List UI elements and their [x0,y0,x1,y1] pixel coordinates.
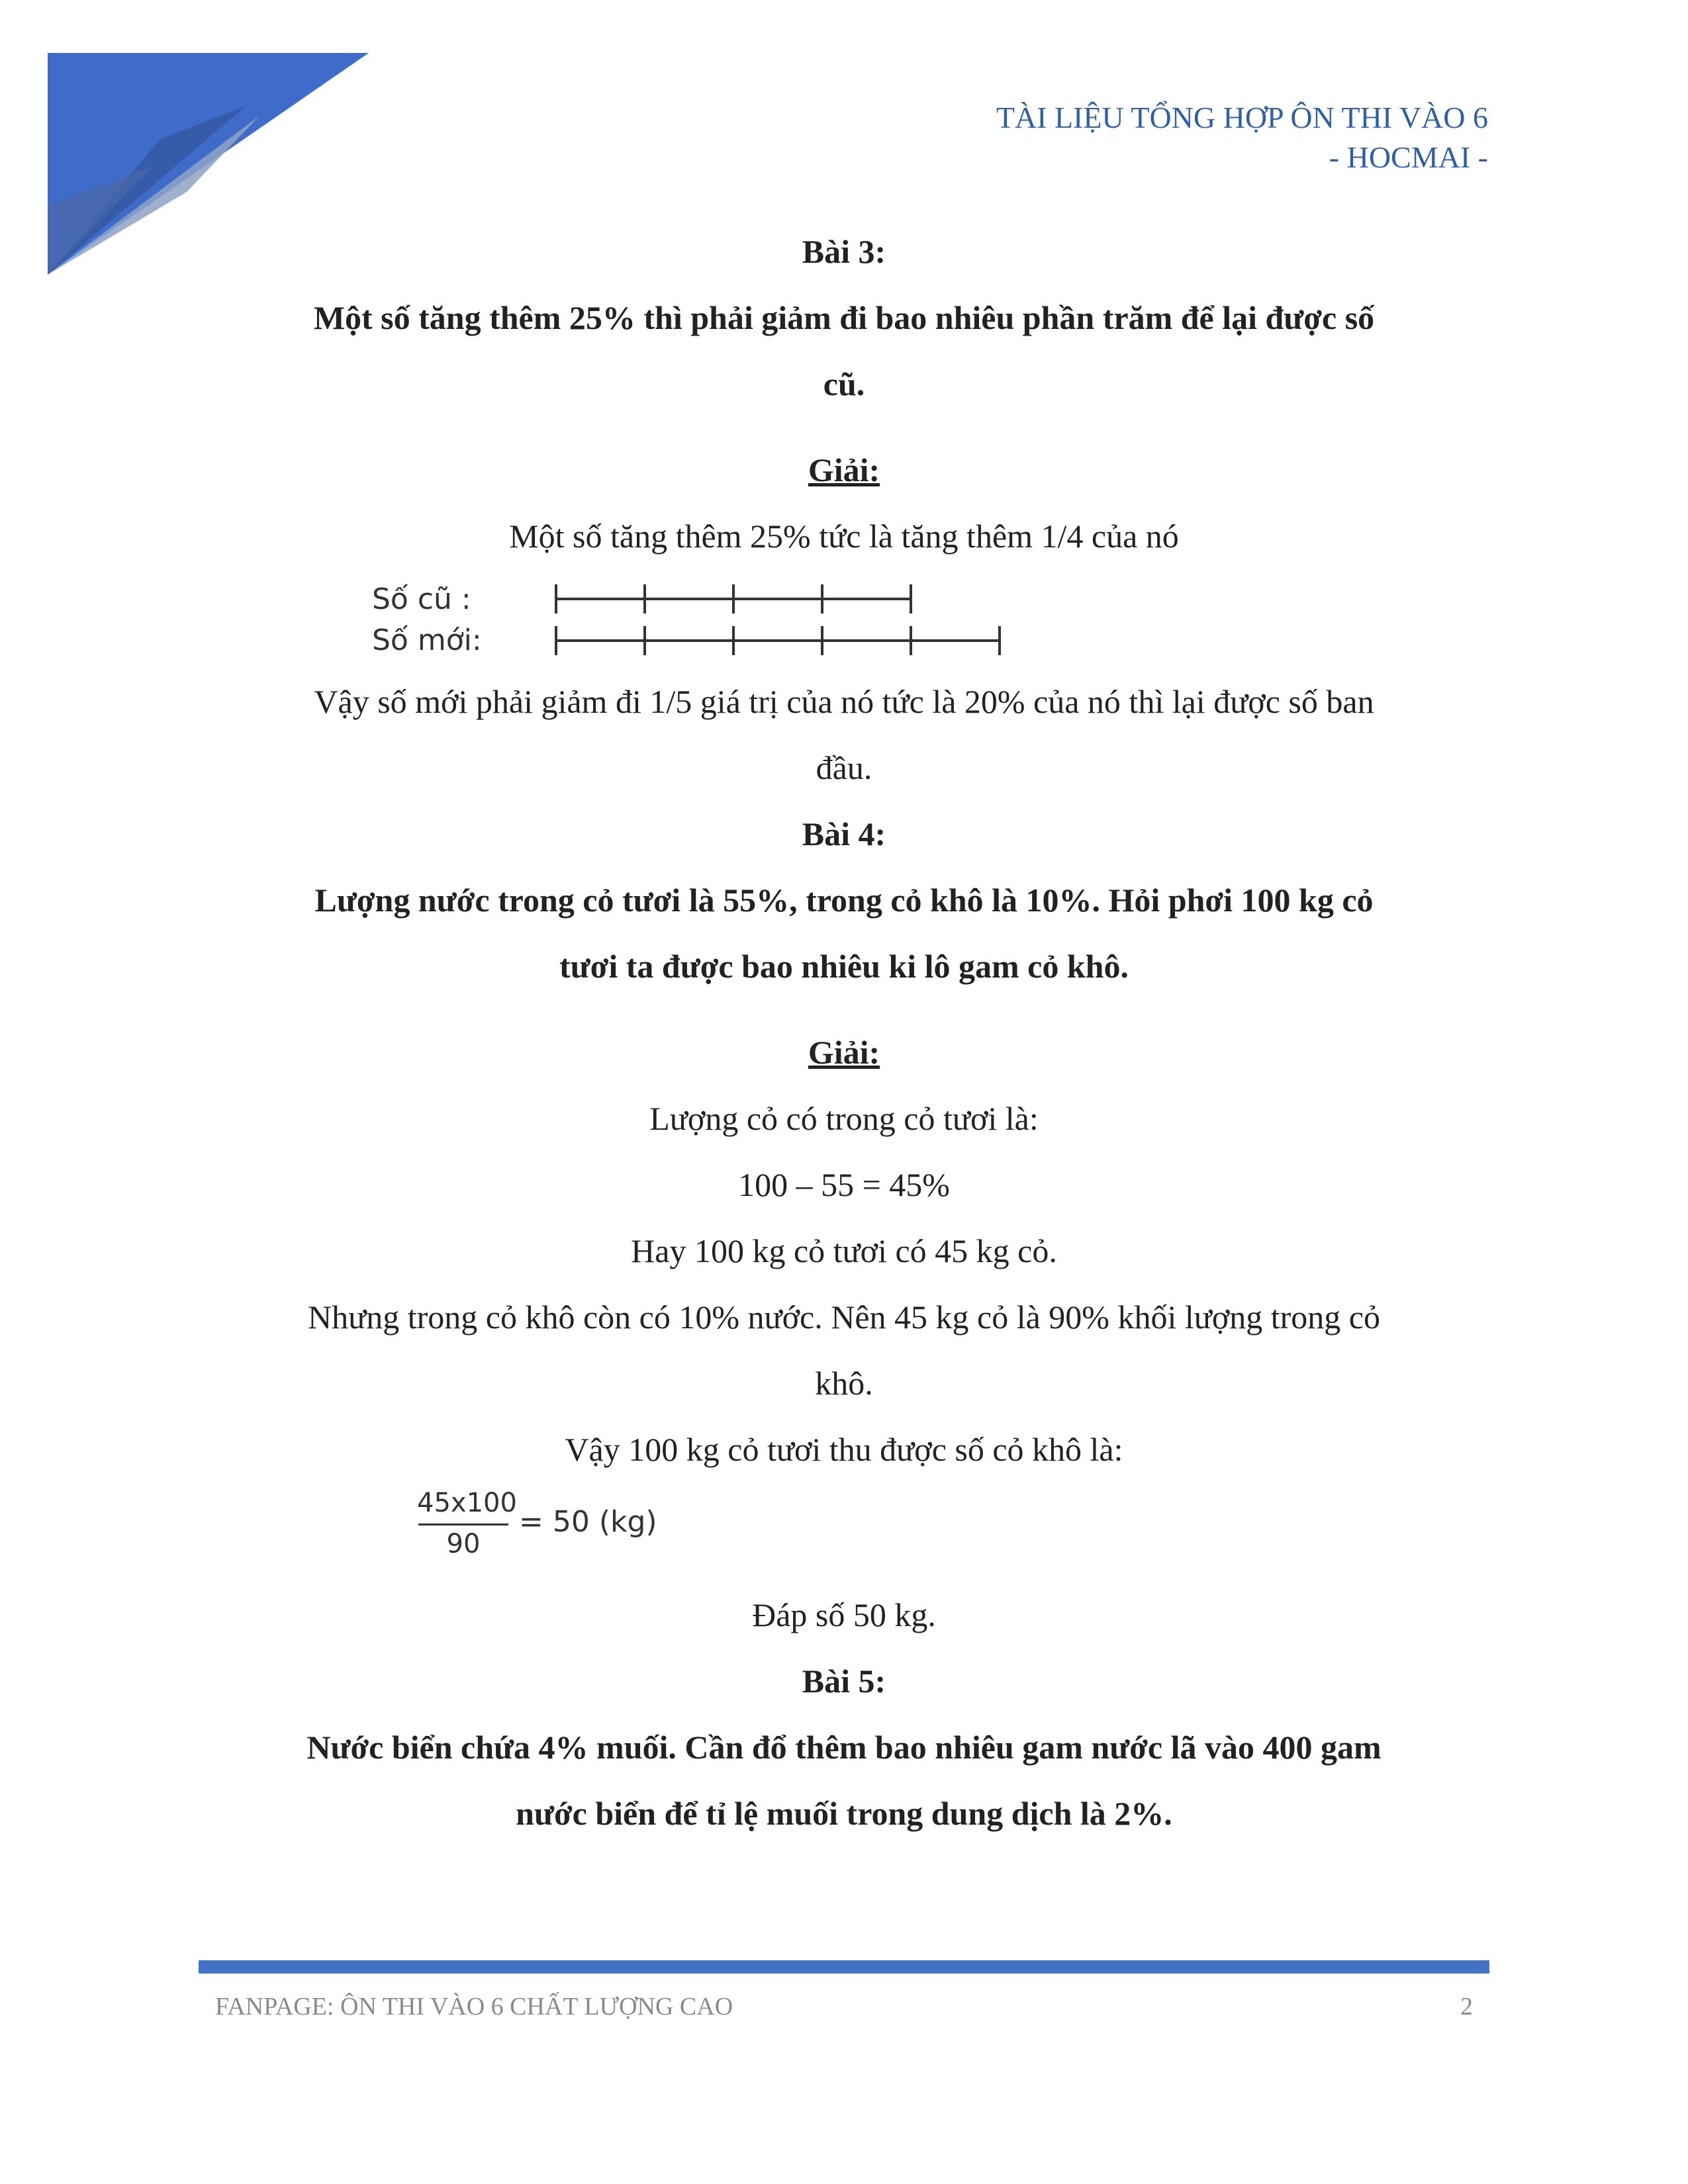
bai3-question-line1: Một số tăng thêm 25% thì phải giảm đi bao nhiêu phần trăm để lại được số [313,299,1375,336]
page-content [199,218,1489,1846]
bai3-title: Bài 3: [802,233,886,270]
bai5-question-line2: nước biển để tỉ lệ muối trong dung dịch là 2%. [516,1795,1172,1832]
fraction-numerator: 45x100 [417,1488,517,1518]
bai3-question-line2: cũ. [823,365,865,402]
segment-lines [199,569,1489,668]
page-number: 2 [1460,1993,1473,2021]
fraction-denominator: 90 [446,1529,481,1559]
fraction-formula [199,1482,1489,1582]
bai4-step3: Hay 100 kg cỏ tươi có 45 kg cỏ. [631,1232,1057,1269]
bai4-title: Bài 4: [802,815,886,852]
header-subtitle: - HOCMAI - [1329,140,1488,174]
bai5-question-line1: Nước biển chứa 4% muối. Cần đổ thêm bao nhiêu gam nước lã vào 400 gam [306,1729,1382,1766]
bai4-question-line1: Lượng nước trong cỏ tươi là 55%, trong cỏ khô là 10%. Hỏi phơi 100 kg cỏ [314,882,1374,919]
old-number-label: Số cũ : [372,582,471,616]
bai4-answer: Đáp số 50 kg. [752,1596,936,1633]
header-title: TÀI LIỆU TỔNG HỢP ÔN THI VÀO 6 [996,101,1488,134]
bai3-step1: Một số tăng thêm 25% tức là tăng thêm 1/4 của nó [509,518,1179,555]
document-header [996,98,1488,177]
bai4-step4-line2: khô. [815,1365,873,1402]
fraction-result: = 50 (kg) [519,1505,657,1539]
footer-fanpage: FANPAGE: ÔN THI VÀO 6 CHẤT LƯỢNG CAO [215,1993,733,2021]
bai4-step1: Lượng cỏ có trong cỏ tươi là: [649,1100,1039,1137]
bai3-step2-line1: Vậy số mới phải giảm đi 1/5 giá trị của nó tức là 20% của nó thì lại được số ban [314,683,1374,720]
bai4-step2: 100 – 55 = 45% [738,1166,950,1203]
bai3-step2-line2: đầu. [816,749,872,786]
new-number-label: Số mới: [372,623,482,657]
bai4-question-line2: tươi ta được bao nhiêu ki lô gam cỏ khô. [559,948,1129,985]
segment-diagram [199,569,1489,668]
bai4-solution-label: Giải: [808,1034,880,1071]
bai4-step5: Vậy 100 kg cỏ tươi thu được số cỏ khô là: [565,1431,1123,1468]
bai4-step4-line1: Nhưng trong cỏ khô còn có 10% nước. Nên 45 kg cỏ là 90% khối lượng trong cỏ [308,1298,1380,1336]
fraction-bar [418,1524,508,1525]
bai3-solution-label: Giải: [808,451,880,488]
bai5-title: Bài 5: [802,1662,886,1700]
footer-divider [199,1960,1489,1974]
